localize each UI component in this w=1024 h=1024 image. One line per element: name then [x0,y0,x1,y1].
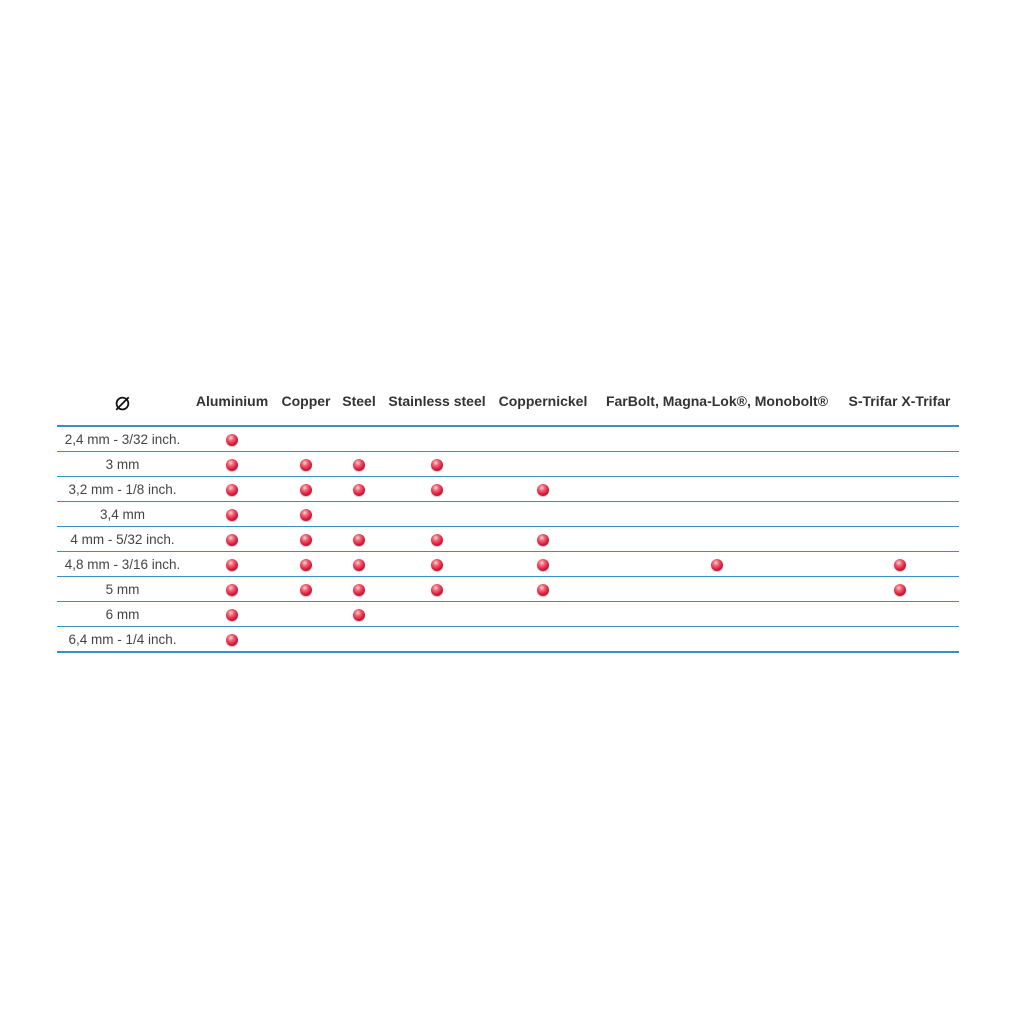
table-cell [336,426,382,452]
availability-dot-icon [300,484,312,496]
availability-dot-icon [226,434,238,446]
table-cell [594,602,840,627]
column-header-s-trifar-x-trifar: S-Trifar X-Trifar [840,377,959,426]
availability-dot-icon [300,459,312,471]
table-cell [382,577,492,602]
table-row [57,627,959,653]
table-cell [382,502,492,527]
availability-dot-icon [537,559,549,571]
table-cell [492,477,594,502]
table-cell [336,552,382,577]
table-cell [840,577,959,602]
availability-dot-icon [894,584,906,596]
table-cell [188,426,276,452]
table-cell [840,426,959,452]
size-label: 5 mm [57,577,188,602]
table-cell [840,627,959,653]
table-cell [188,602,276,627]
availability-dot-icon [537,584,549,596]
availability-dot-icon [537,534,549,546]
table-cell [188,527,276,552]
table-cell [840,552,959,577]
table-cell [336,577,382,602]
table-row [57,577,959,602]
table-cell [594,502,840,527]
table-cell [492,452,594,477]
table-row [57,527,959,552]
table-cell [336,627,382,653]
table-cell [336,602,382,627]
availability-dot-icon [300,559,312,571]
table-cell [492,552,594,577]
compatibility-table [57,377,959,653]
table-cell [594,577,840,602]
availability-dot-icon [431,484,443,496]
table-cell [492,602,594,627]
table-cell [276,627,336,653]
table-cell [276,527,336,552]
table-cell [840,452,959,477]
table-row [57,502,959,527]
table-cell [336,527,382,552]
table-row [57,602,959,627]
table-cell [594,527,840,552]
table-cell [276,502,336,527]
table-cell [382,552,492,577]
availability-dot-icon [300,509,312,521]
availability-dot-icon [353,584,365,596]
availability-dot-icon [431,459,443,471]
table-cell [382,477,492,502]
size-label: 2,4 mm - 3/32 inch. [57,426,188,452]
table-cell [492,527,594,552]
table-cell [594,552,840,577]
availability-dot-icon [353,609,365,621]
table-cell [840,527,959,552]
table-row [57,477,959,502]
availability-dot-icon [353,459,365,471]
table-cell [188,502,276,527]
availability-dot-icon [226,634,238,646]
availability-dot-icon [226,534,238,546]
column-header-steel: Steel [336,377,382,426]
column-header-aluminium: Aluminium [188,377,276,426]
table-row [57,552,959,577]
table-row [57,426,959,452]
table-cell [492,426,594,452]
table-cell [276,577,336,602]
availability-dot-icon [537,484,549,496]
availability-dot-icon [353,559,365,571]
table-cell [382,627,492,653]
table-cell [276,477,336,502]
table-body [57,426,959,652]
table-cell [382,452,492,477]
table-cell [382,527,492,552]
table-cell [188,627,276,653]
diameter-symbol-icon: ⌀ [57,377,188,426]
header-row [57,377,959,426]
table-cell [188,577,276,602]
table-cell [840,602,959,627]
table-cell [276,452,336,477]
table-cell [336,452,382,477]
availability-dot-icon [353,484,365,496]
table-cell [840,477,959,502]
table-cell [276,602,336,627]
availability-dot-icon [353,534,365,546]
column-header-farbolt-magnalok-monobolt: FarBolt, Magna-Lok®, Monobolt® [594,377,840,426]
column-header-copper: Copper [276,377,336,426]
availability-dot-icon [300,584,312,596]
size-label: 3,4 mm [57,502,188,527]
column-header-stainless-steel: Stainless steel [382,377,492,426]
availability-dot-icon [226,509,238,521]
size-label: 4 mm - 5/32 inch. [57,527,188,552]
availability-dot-icon [226,559,238,571]
table-cell [188,477,276,502]
table-cell [594,426,840,452]
availability-dot-icon [431,534,443,546]
size-label: 3 mm [57,452,188,477]
availability-dot-icon [226,484,238,496]
table-cell [336,502,382,527]
availability-dot-icon [226,459,238,471]
size-label: 4,8 mm - 3/16 inch. [57,552,188,577]
availability-dot-icon [226,584,238,596]
availability-dot-icon [226,609,238,621]
table-cell [594,452,840,477]
table-cell [492,627,594,653]
table-cell [594,627,840,653]
column-header-coppernickel: Coppernickel [492,377,594,426]
availability-dot-icon [431,584,443,596]
size-label: 6,4 mm - 1/4 inch. [57,627,188,653]
table-cell [336,477,382,502]
table-row [57,452,959,477]
size-label: 3,2 mm - 1/8 inch. [57,477,188,502]
availability-dot-icon [300,534,312,546]
table-cell [492,577,594,602]
availability-dot-icon [431,559,443,571]
availability-dot-icon [711,559,723,571]
table-cell [382,602,492,627]
table-cell [492,502,594,527]
table-cell [840,502,959,527]
availability-dot-icon [894,559,906,571]
table-cell [594,477,840,502]
size-label: 6 mm [57,602,188,627]
table-cell [276,552,336,577]
table-cell [276,426,336,452]
table-cell [188,452,276,477]
table-cell [382,426,492,452]
table-cell [188,552,276,577]
